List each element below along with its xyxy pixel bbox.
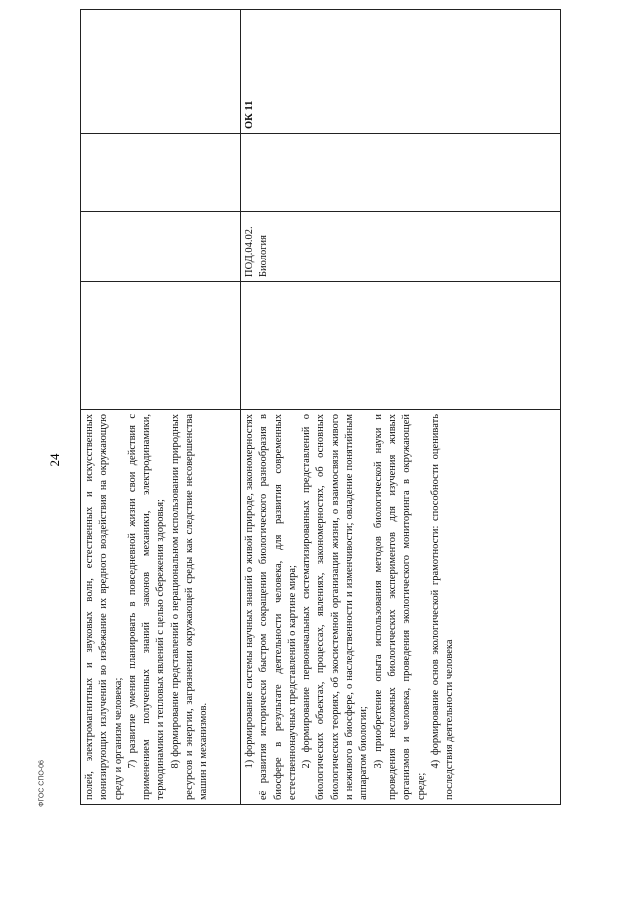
requirements-cell [81, 410, 241, 805]
competency-code-cell: ОК 11 [241, 10, 561, 134]
empty-cell [241, 134, 561, 212]
requirement-text: 7) развитие умения планировать в повседневной жизни свои действия с применением полученных знаний законов механики, электродинамики, термодинамики и тепловых явлений с целью сбережения здоровья; [126, 414, 167, 800]
requirement-text: 1) формирование системы научных знаний о живой природе, закономерностях её развития исторически быстром сокращении биологического разнообразия в биосфере в результате деятельности человека, для развития современных естественнонаучных представлений о картине мира; [244, 414, 298, 800]
requirement-text: 8) формирование представлений о нерациональном использовании природных ресурсов и энергии, загрязнении окружающей среды как следствие несовершенства машин и механизмов. [169, 414, 210, 800]
empty-cell [81, 282, 241, 410]
requirement-text: 4) формирование основ экологической грамотности: способности оценивать последствия деятельности человека [429, 414, 456, 800]
table-row [81, 10, 241, 805]
footer-label: ФГОС СПО-06 [38, 760, 46, 807]
empty-cell [81, 134, 241, 212]
page-number: 24 [47, 453, 62, 467]
requirement-text: 2) формирование первоначальных систематизированных представлений о биологических объектах, процессах, явлениях, закономерностях, об основных биологических теориях, об экосистемной организации жизни, о взаимосвязи живого и неживого в биосфере, о наследственности и изменчивости; овладение понятийным аппаратом биологии; [301, 414, 370, 800]
requirement-text: 3) приобретение опыта использования методов биологической науки и проведения несложных биологических экспериментов для изучения живых организмов и человека, проведения экологического мониторинга в окружающей среде; [372, 414, 427, 800]
discipline-code-cell: ПОД.04.02. Биология [241, 212, 561, 282]
empty-cell [81, 212, 241, 282]
empty-cell [241, 282, 561, 410]
rotated-table-area [80, 10, 560, 805]
empty-cell [81, 10, 241, 134]
table-row [241, 10, 561, 805]
requirements-cell [241, 410, 561, 805]
requirement-text: полей, электромагнитных и звуковых волн, естественных и искусственных ионизирующих излучений во избежание их вредного воздействия на окружающую среду и организм человека; [84, 414, 124, 800]
standards-table [80, 9, 561, 805]
